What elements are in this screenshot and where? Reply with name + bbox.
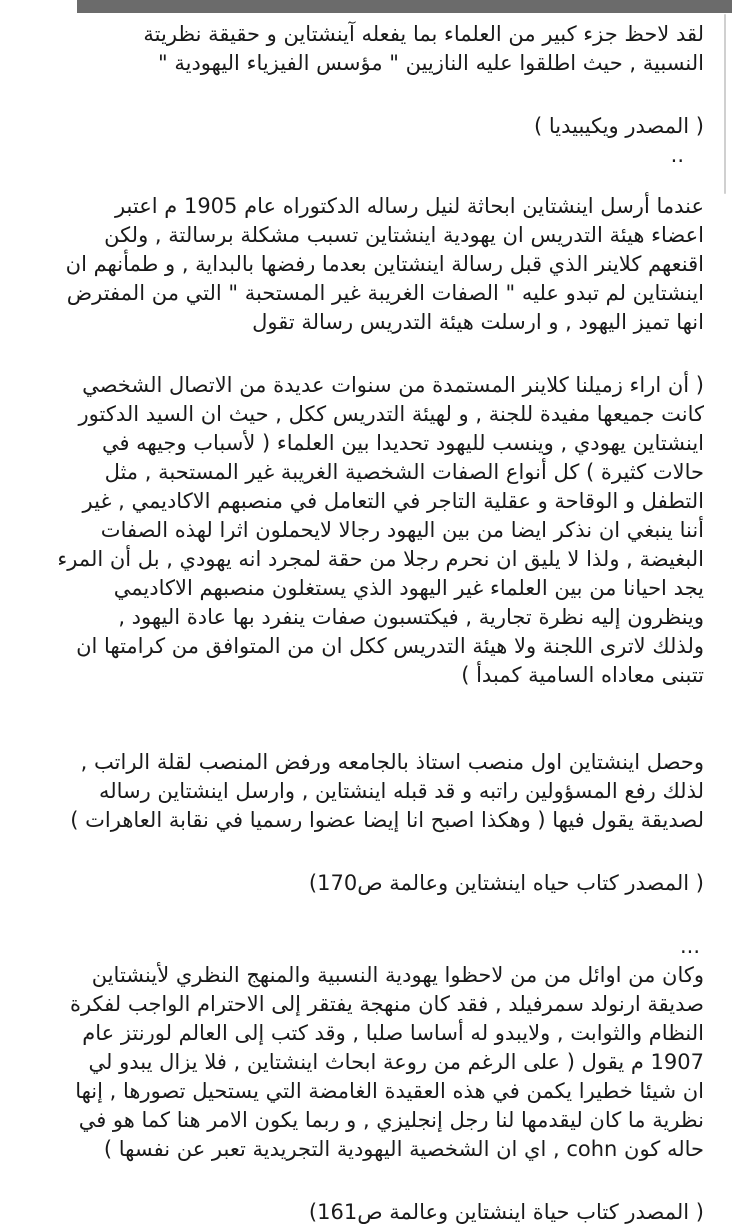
scroll-indicator[interactable] xyxy=(724,14,726,194)
text-line: ... xyxy=(679,934,700,958)
text-line: اقنعهم كلاينر الذي قبل رسالة اينشتاين بعدما رفضها بالبداية , و طمأنهم ان xyxy=(65,252,704,276)
text-line: التطفل و الوقاحة و عقلية التاجر في التعامل في منصبهم الاكاديمي , غير xyxy=(82,489,704,513)
text-line: عندما أرسل اينشتاين ابحاثة لنيل رساله الدكتوراه عام 1905 م اعتبر xyxy=(114,194,704,218)
text-line: كانت جميعها مفيدة للجنة , و لهيئة التدريس ككل , حيث ان السيد الدكتور xyxy=(78,402,704,426)
text-line: لقد لاحظ جزء كبير من العلماء بما يفعله آينشتاين و حقيقة نظريتة xyxy=(143,22,704,46)
text-line: لصديقة يقول فيها ( وهكذا اصبح انا إيضا عضوا رسميا في نقابة العاهرات ) xyxy=(70,808,704,832)
text-line: اينشتاين لم تبدو عليه " الصفات الغريبة غير المستحبة " التي من المفترض xyxy=(66,281,704,305)
text-line: ( المصدر كتاب حياة اينشتاين وعالمة ص161) xyxy=(308,1200,704,1224)
text-line: البغيضة , ولذا لا يليق ان نحرم رجلا من حقة لمجرد انه يهودي , بل أن المرء xyxy=(57,547,704,571)
text-line: وينظرون إليه نظرة تجارية , فيكتسبون صفات ينفرد بها عادة اليهود , xyxy=(118,605,704,629)
text-line: حاله كون cohn , اي ان الشخصية اليهودية التجريدية تعبر عن نفسها ) xyxy=(103,1137,704,1161)
text-line: صديقة ارنولد سمرفيلد , فقد كان منهجة يفتقر إلى الاحترام الواجب لفكرة xyxy=(69,992,704,1016)
text-line: ( المصدر كتاب حياه اينشتاين وعالمة ص170) xyxy=(308,871,704,895)
text-line: انها تميز اليهود , و ارسلت هيئة التدريس رسالة تقول xyxy=(252,310,704,334)
text-line: ( أن اراء زميلنا كلاينر المستمدة من سنوات عديدة من الاتصال الشخصي xyxy=(82,373,704,397)
paragraph-professor xyxy=(56,748,704,835)
text-line: ولذلك لاترى اللجنة ولا هيئة التدريس ككل ان من المتوافق من كرامتها ان xyxy=(76,634,704,658)
paragraph-intro xyxy=(56,20,704,78)
article-body xyxy=(56,20,704,1227)
source-citation-book-161 xyxy=(56,1198,704,1227)
text-line: اينشتاين يهودي , وينسب لليهود تحديدا بين العلماء ( لأسباب وجيهه في xyxy=(101,431,704,455)
text-line: وحصل اينشتاين اول منصب استاذ بالجامعه ورفض المنصب لقلة الراتب , xyxy=(80,750,704,774)
text-line: نظرية ما كان ليقدمها لنا رجل إنجليزي , و ربما يكون الامر هنا كما هو في xyxy=(78,1108,704,1132)
text-line: لذلك رفع المسؤولين راتبه و قد قبله اينشتاين , وارسل اينشتاين رساله xyxy=(98,779,704,803)
text-line: النظام والثوابت , ولايبدو له أساسا صلبا , وقد كتب إلى العالم لورنتز عام xyxy=(82,1021,704,1045)
text-line: حالات كثيرة ) كل أنواع الصفات الشخصية الغريبة غير المستحبة , مثل xyxy=(104,460,704,484)
top-toolbar-strip xyxy=(77,0,732,13)
separator-dots xyxy=(56,141,704,170)
text-line: تتبنى معاداه السامية كمبدأ ) xyxy=(461,663,704,687)
text-line: ( المصدر ويكيبيديا ) xyxy=(533,114,704,138)
source-citation-book-170 xyxy=(56,869,704,898)
paragraph-doctorate xyxy=(56,192,704,337)
paragraph-faculty-letter xyxy=(56,371,704,690)
text-line: .. xyxy=(670,143,684,167)
source-citation-wikipedia xyxy=(56,112,704,141)
separator-dots xyxy=(56,932,704,961)
text-line: وكان من اوائل من من لاحظوا يهودية النسبية والمنهج النظري لأينشتاين xyxy=(91,963,704,987)
text-line: اعضاء هيئة التدريس ان يهودية اينشتاين تسبب مشكلة برسالتة , ولكن xyxy=(104,223,704,247)
text-line: أننا ينبغي ان نذكر ايضا من بين اليهود رجالا لايحملون اثرا لهذه الصفات xyxy=(100,518,704,542)
text-line: ان شيئا خطيرا يكمن في هذه العقيدة الغامضة التي يستحيل تصورها , إنها xyxy=(75,1079,704,1103)
text-line: يجد احيانا من بين العلماء غير اليهود الذي يستغلون منصبهم الاكاديمي xyxy=(113,576,704,600)
paragraph-sommerfeld xyxy=(56,961,704,1164)
text-line: 1907 م يقول ( على الرغم من روعة ابحاث اينشتاين , فلا يزال يبدو لي xyxy=(88,1050,704,1074)
text-line: النسبية , حيث اطلقوا عليه النازيين " مؤسس الفيزياء اليهودية " xyxy=(158,51,704,75)
